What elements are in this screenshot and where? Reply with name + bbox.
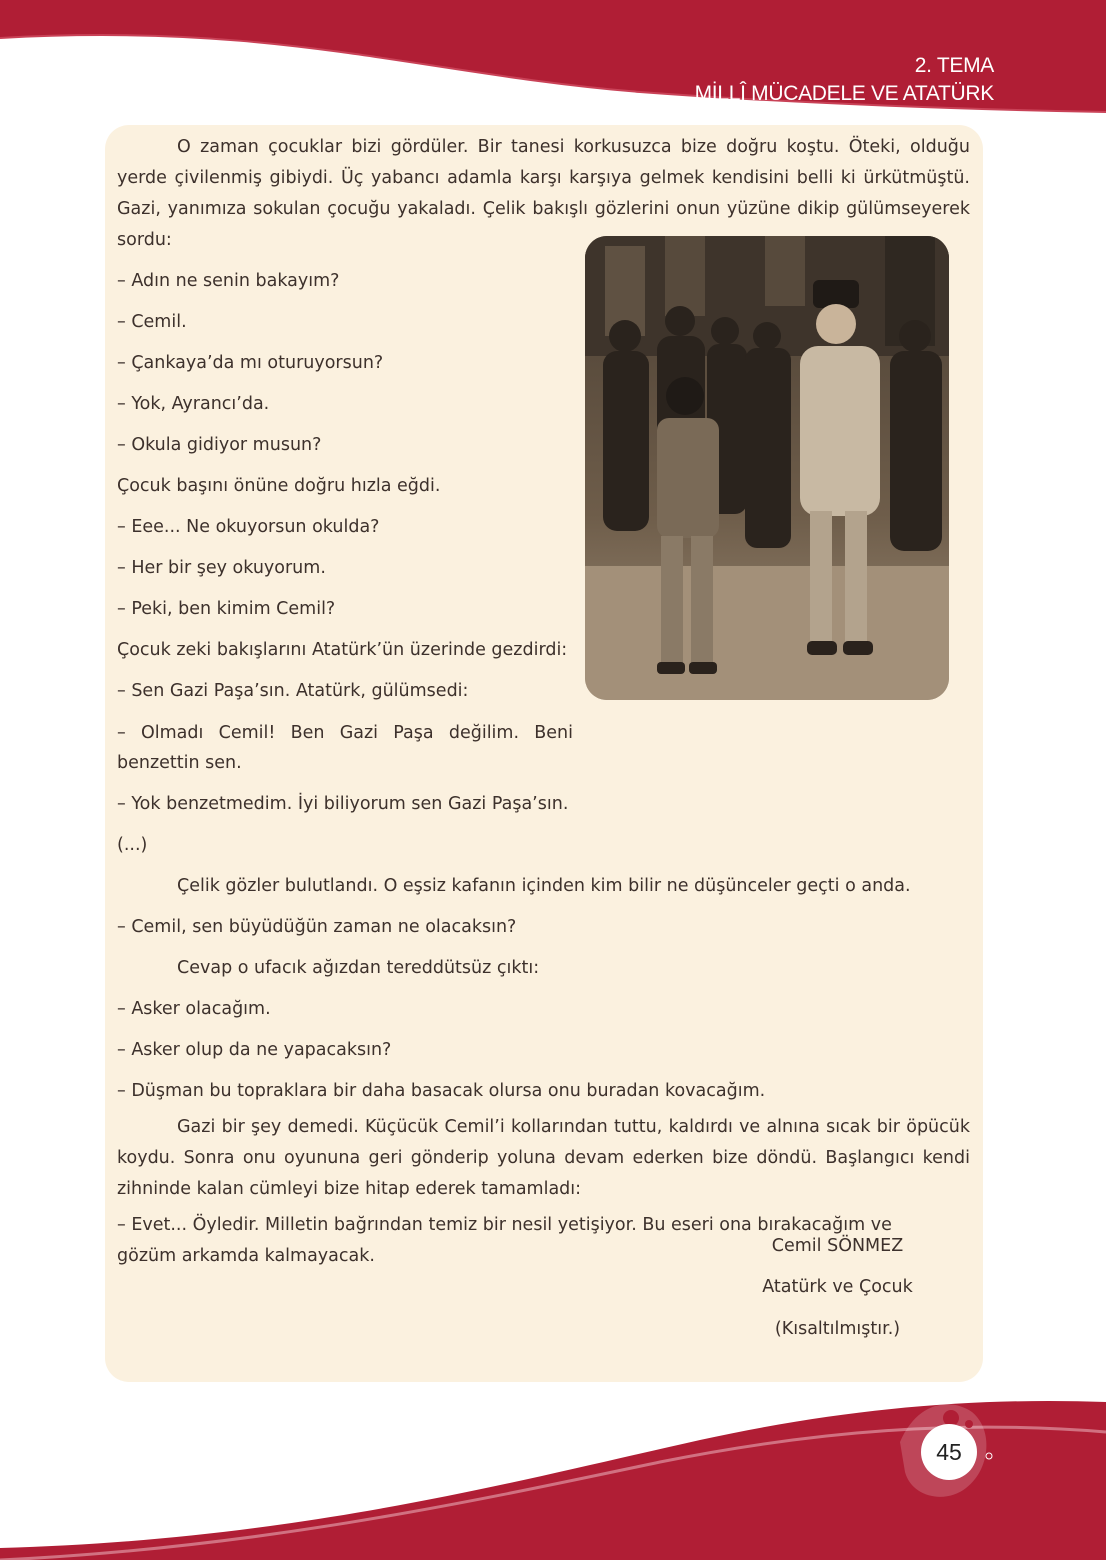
theme-heading — [695, 52, 994, 108]
narration-line: Çocuk zeki bakışlarını Atatürk’ün üzerinde gezdirdi: — [117, 640, 568, 660]
page-number: 45 — [923, 1426, 975, 1478]
dialogue-line: – Düşman bu topraklara bir daha basacak olursa onu buradan kovacağım. — [117, 1081, 766, 1101]
dialogue-line: – Peki, ben kimim Cemil? — [117, 599, 336, 619]
dialogue-line: – Eee... Ne okuyorsun okulda? — [117, 517, 380, 537]
ellipsis-line: (...) — [117, 835, 148, 855]
dialogue-line: – Asker olup da ne yapacaksın? — [117, 1040, 392, 1060]
dialogue-line: – Cemil. — [117, 312, 187, 332]
dialogue-line: – Okula gidiyor musun? — [117, 435, 322, 455]
theme-number: 2. TEMA — [914, 54, 994, 77]
narration-line: Çelik gözler bulutlandı. O eşsiz kafanın içinden kim bilir ne düşünceler geçti o anda. — [177, 876, 911, 896]
story-text — [117, 132, 970, 1272]
dialogue-line: – Olmadı Cemil! Ben Gazi Paşa değilim. Beni benzettin sen. — [117, 723, 573, 773]
source-book: Atatürk ve Çocuk — [762, 1277, 913, 1297]
narration-line: Çocuk başını önüne doğru hızla eğdi. — [117, 476, 441, 496]
dialogue-line: – Yok benzetmedim. İyi biliyorum sen Gazi Paşa’sın. — [117, 794, 569, 814]
dialogue-line: – Evet... Öyledir. Milletin bağrından temiz bir nesil yetişiyor. Bu eseri ona bırakacağım ve gözüm arkamda kalmayacak. — [117, 1215, 892, 1266]
narration-line: Cevap o ufacık ağızdan tereddütsüz çıktı: — [177, 958, 540, 978]
paragraph-ending: Gazi bir şey demedi. Küçücük Cemil’i kollarından tuttu, kaldırdı ve alnına sıcak bir öpücük koydu. Sonra onu oyununa geri gönderip yoluna devam ederken bize döndü. Başlangıcı kendi zihninde kalan cümleyi bize hitap ederek tamamladı: — [117, 1117, 970, 1199]
dialogue-line: – Yok, Ayrancı’da. — [117, 394, 270, 414]
dialogue-line: – Sen Gazi Paşa’sın. Atatürk, gülümsedi: — [117, 681, 469, 701]
dialogue-line: – Cemil, sen büyüdüğün zaman ne olacaksın? — [117, 917, 517, 937]
footer-dot — [943, 1410, 959, 1426]
dialogue-line: – Her bir şey okuyorum. — [117, 558, 326, 578]
theme-title: MİLLÎ MÜCADELE VE ATATÜRK — [694, 82, 994, 105]
footer-dot — [965, 1420, 973, 1428]
source-author: Cemil SÖNMEZ — [771, 1236, 904, 1256]
dialogue-line: – Çankaya’da mı oturuyorsun? — [117, 353, 384, 373]
dialogue-line: – Adın ne senin bakayım? — [117, 271, 340, 291]
paragraph-intro: O zaman çocuklar bizi gördüler. Bir tanesi korkusuzca bize doğru koştu. Öteki, olduğu yerde çivilenmiş gibiydi. Üç yabancı adamla karşı karşıya gelmek kendisini belli ki ürkütmüştü. Gazi, yanımıza sokulan çocuğu yakaladı. Çelik bakışlı gözlerini onun yüzüne dikip gülümseyerek sordu: — [117, 137, 970, 250]
source-note: (Kısaltılmıştır.) — [774, 1319, 901, 1339]
dialogue-line: – Asker olacağım. — [117, 999, 271, 1019]
